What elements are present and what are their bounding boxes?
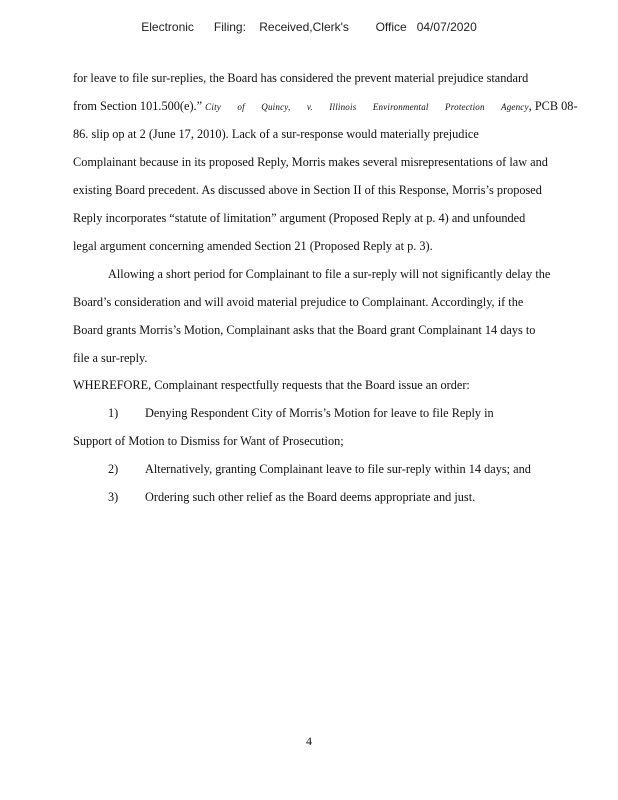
list-number: 1) — [108, 406, 119, 420]
body-line: existing Board precedent. As discussed above in Section II of this Response, Morris’s proposed — [73, 183, 542, 197]
list-item-text: Alternatively, granting Complainant leave to file sur-reply within 14 days; and — [145, 462, 531, 476]
paragraph-first-line: Allowing a short period for Complainant to file a sur-reply will not significantly delay the — [108, 267, 551, 281]
list-item-text: Denying Respondent City of Morris’s Motion for leave to file Reply in — [145, 406, 494, 420]
body-line-citation — [73, 99, 578, 114]
wherefore-clause: WHEREFORE, Complainant respectfully requests that the Board issue an order: — [73, 378, 470, 392]
body-line: for leave to file sur-replies, the Board has considered the prevent material prejudice standard — [73, 71, 529, 85]
list-item-text: Ordering such other relief as the Board deems appropriate and just. — [145, 490, 476, 504]
page-number: 4 — [306, 734, 312, 748]
case-name: City of Quincy, v. Illinois Environmental Protection Agency — [205, 102, 529, 112]
body-line: 86. slip op at 2 (June 17, 2010). Lack of a sur-response would materially prejudice — [73, 127, 479, 141]
body-line: Complainant because in its proposed Reply, Morris makes several misrepresentations of law and — [73, 155, 548, 169]
body-line: Board grants Morris’s Motion, Complainant asks that the Board grant Complainant 14 days to — [73, 323, 536, 337]
list-item-continuation: Support of Motion to Dismiss for Want of Prosecution; — [73, 434, 344, 448]
body-line: legal argument concerning amended Section 21 (Proposed Reply at p. 3). — [73, 239, 433, 253]
body-line: Reply incorporates “statute of limitation” argument (Proposed Reply at p. 4) and unfounded — [73, 211, 526, 225]
list-number: 2) — [108, 462, 119, 476]
list-number: 3) — [108, 490, 119, 504]
citation-prefix: from Section 101.500(e).” — [73, 99, 203, 113]
citation-suffix: , PCB 08- — [528, 99, 578, 113]
body-line: Board’s consideration and will avoid material prejudice to Complainant. Accordingly, if the — [73, 295, 524, 309]
body-line: file a sur-reply. — [73, 351, 148, 365]
filing-stamp-header: Electronic Filing: Received,Clerk's Office 04/07/2020 — [141, 20, 477, 34]
